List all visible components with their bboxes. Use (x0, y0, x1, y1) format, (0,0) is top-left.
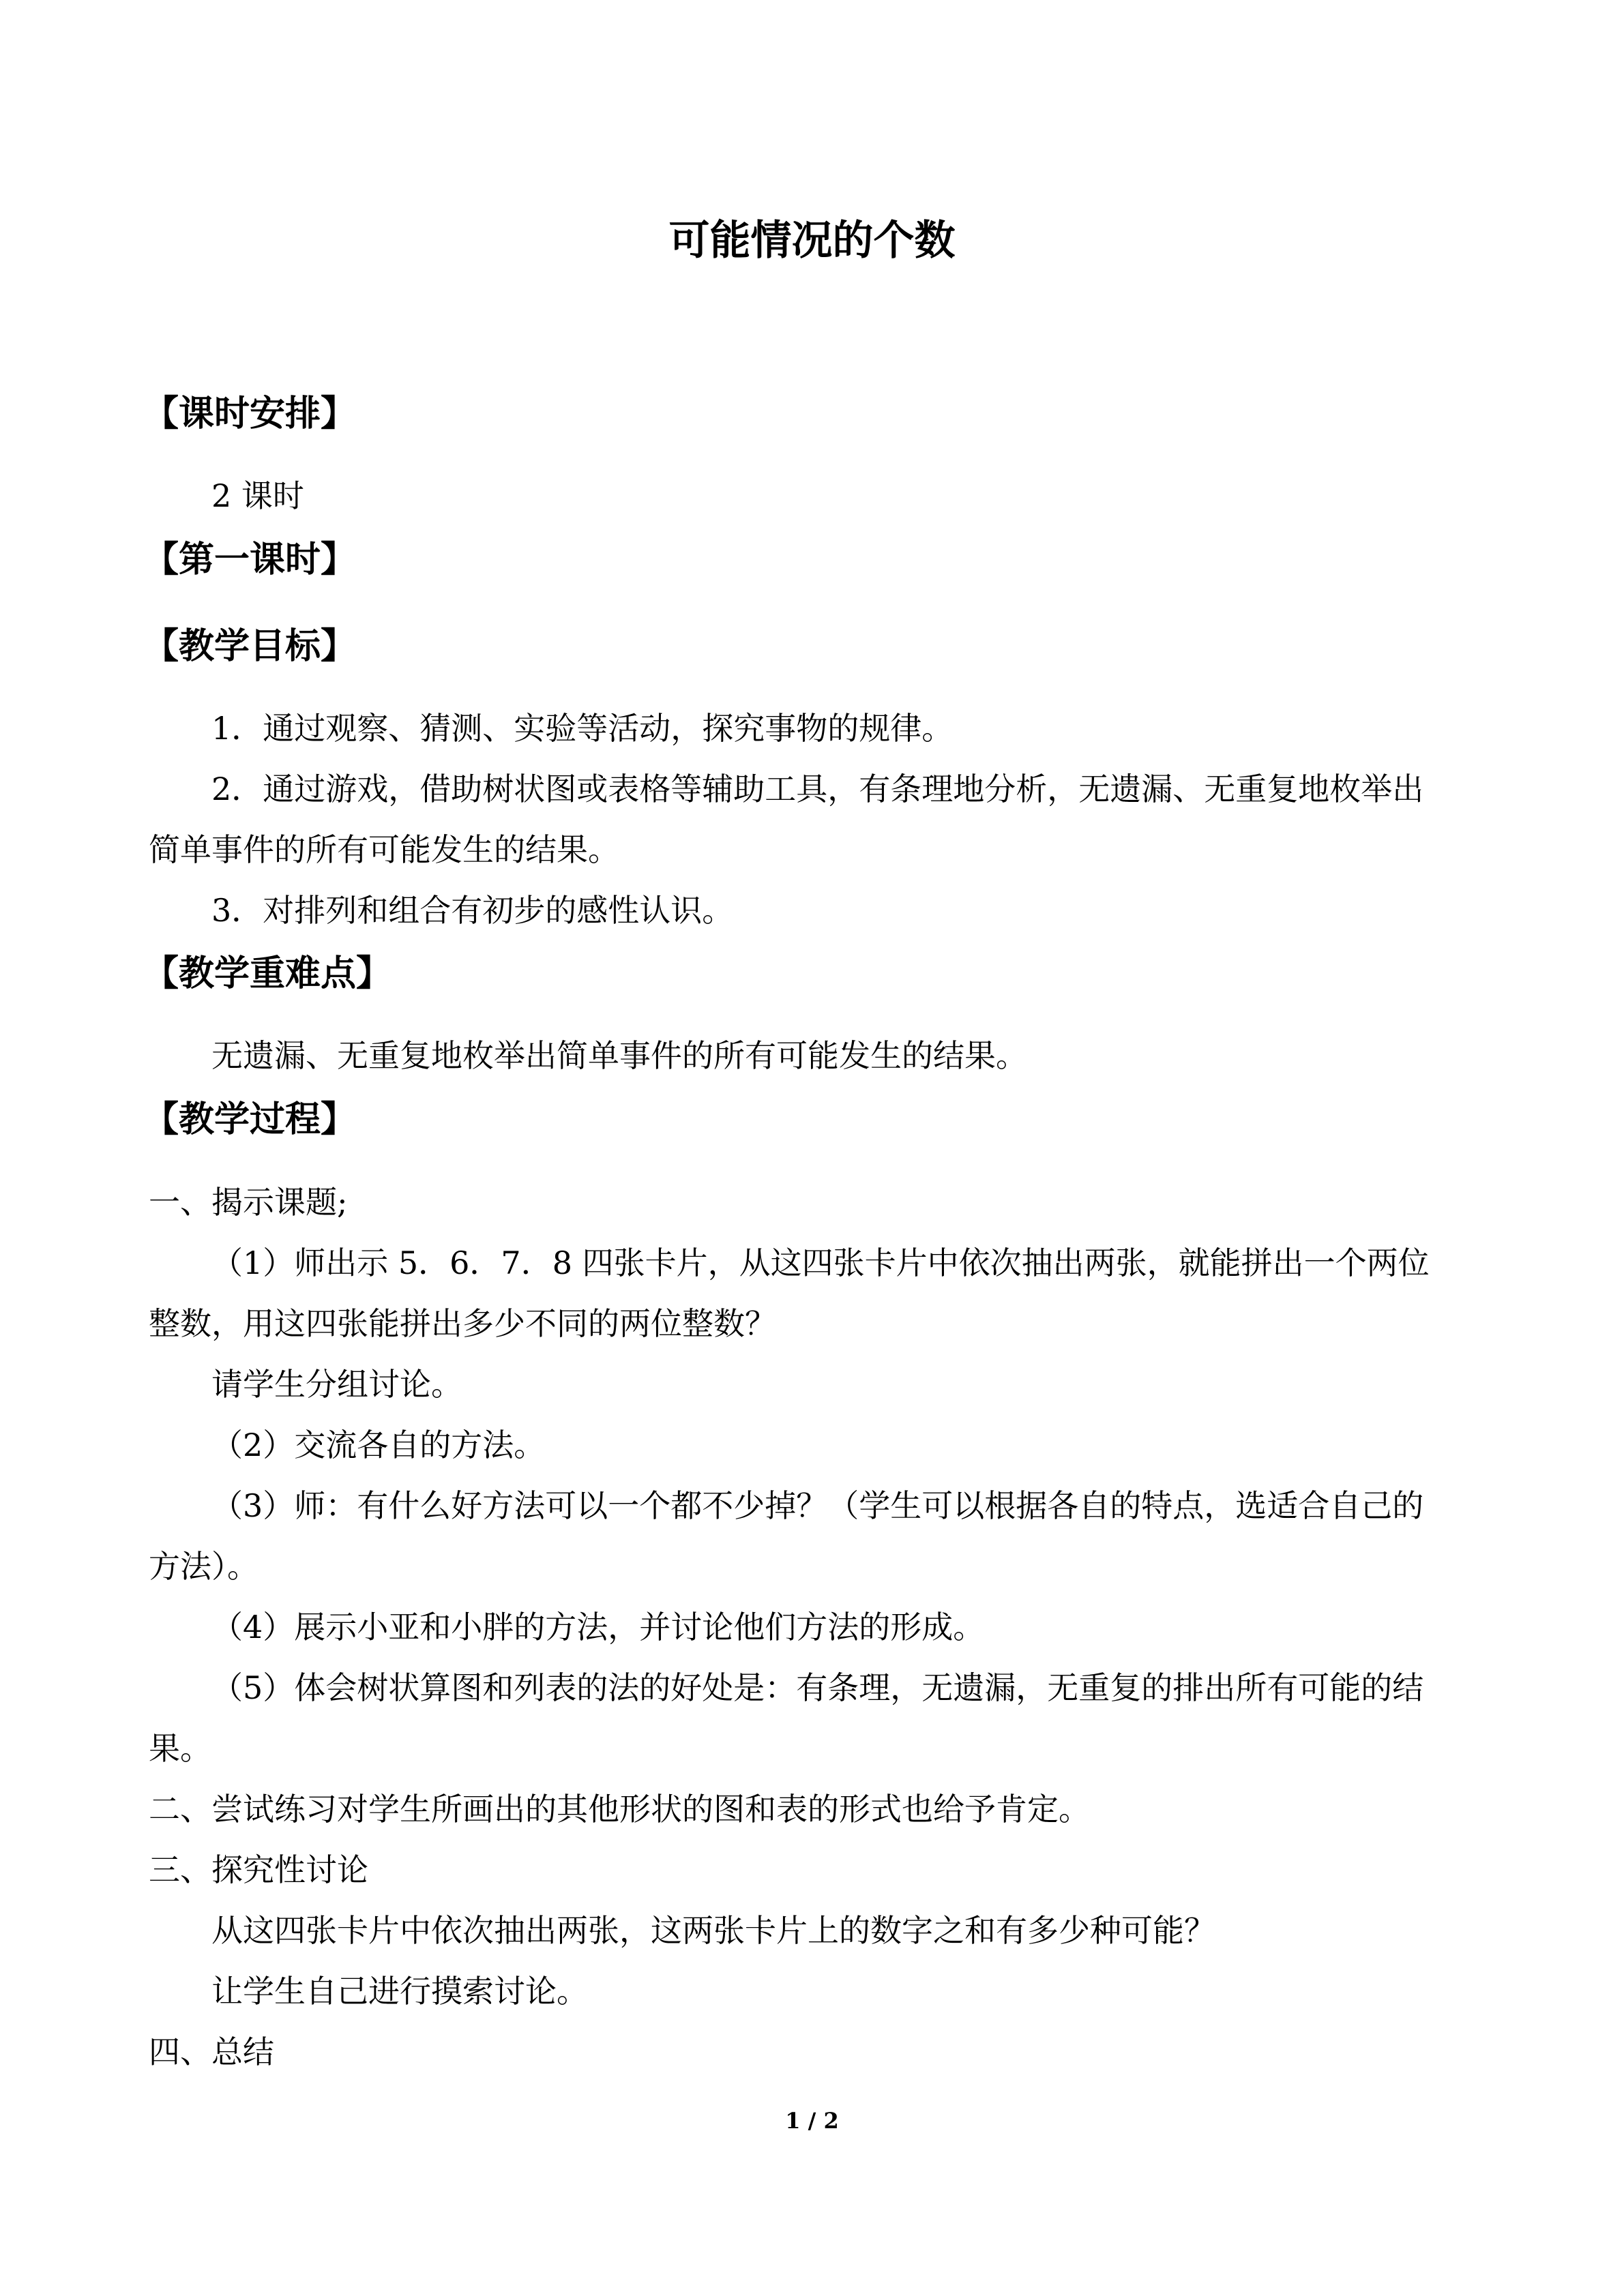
step-1-item-4: （4）展示小亚和小胖的方法，并讨论他们方法的形成。 (211, 1609, 985, 1645)
step-1-item-5-line-2: 果。 (149, 1730, 211, 1767)
step-1-item-3-line-2: 方法）。 (149, 1548, 259, 1585)
step-1-item-3-line-1: （3）师：有什么好方法可以一个都不少掉？（学生可以根据各自的特点，选适合自己的 (211, 1487, 1424, 1524)
process-heading: 【教学过程】 (143, 1099, 357, 1140)
step-1-title: 一、揭示课题; (149, 1184, 348, 1221)
goal-2-line-1: 2．通过游戏，借助树状图或表格等辅助工具，有条理地分析，无遗漏、无重复地枚举出 (211, 771, 1424, 807)
step-1-item-2: （2）交流各自的方法。 (211, 1427, 546, 1463)
schedule-heading: 【课时安排】 (143, 393, 357, 434)
key-points-text: 无遗漏、无重复地枚举出简单事件的所有可能发生的结果。 (211, 1037, 1027, 1074)
step-3-title: 三、探究性讨论 (149, 1851, 368, 1888)
step-3-text-2: 让学生自己进行摸索讨论。 (211, 1973, 588, 2010)
step-3-text-1: 从这四张卡片中依次抽出两张，这两张卡片上的数字之和有多少种可能？ (211, 1912, 1215, 1949)
first-lesson-heading: 【第一课时】 (143, 539, 357, 580)
page-title: 可能情况的个数 (668, 217, 956, 265)
step-2-title: 二、尝试练习对学生所画出的其他形状的图和表的形式也给予肯定。 (149, 1791, 1090, 1828)
schedule-text: 2 课时 (211, 477, 304, 514)
page-number: 1 / 2 (785, 2108, 839, 2134)
step-1-group: 请学生分组讨论。 (211, 1366, 462, 1403)
step-1-item-1-line-1: （1）师出示 5．6．7．8 四张卡片，从这四张卡片中依次抽出两张，就能拼出一个两位 (211, 1244, 1430, 1281)
goal-1: 1．通过观察、猜测、实验等活动，探究事物的规律。 (211, 710, 954, 747)
goal-3: 3．对排列和组合有初步的感性认识。 (211, 892, 734, 929)
goal-2-line-2: 简单事件的所有可能发生的结果。 (149, 831, 619, 868)
step-1-item-1-line-2: 整数，用这四张能拼出多少不同的两位整数？ (149, 1305, 776, 1342)
goals-heading: 【教学目标】 (143, 626, 357, 667)
key-points-heading: 【教学重难点】 (143, 953, 392, 994)
step-4-title: 四、总结 (149, 2033, 274, 2070)
step-1-item-5-line-1: （5）体会树状算图和列表的法的好处是：有条理，无遗漏，无重复的排出所有可能的结 (211, 1669, 1424, 1706)
